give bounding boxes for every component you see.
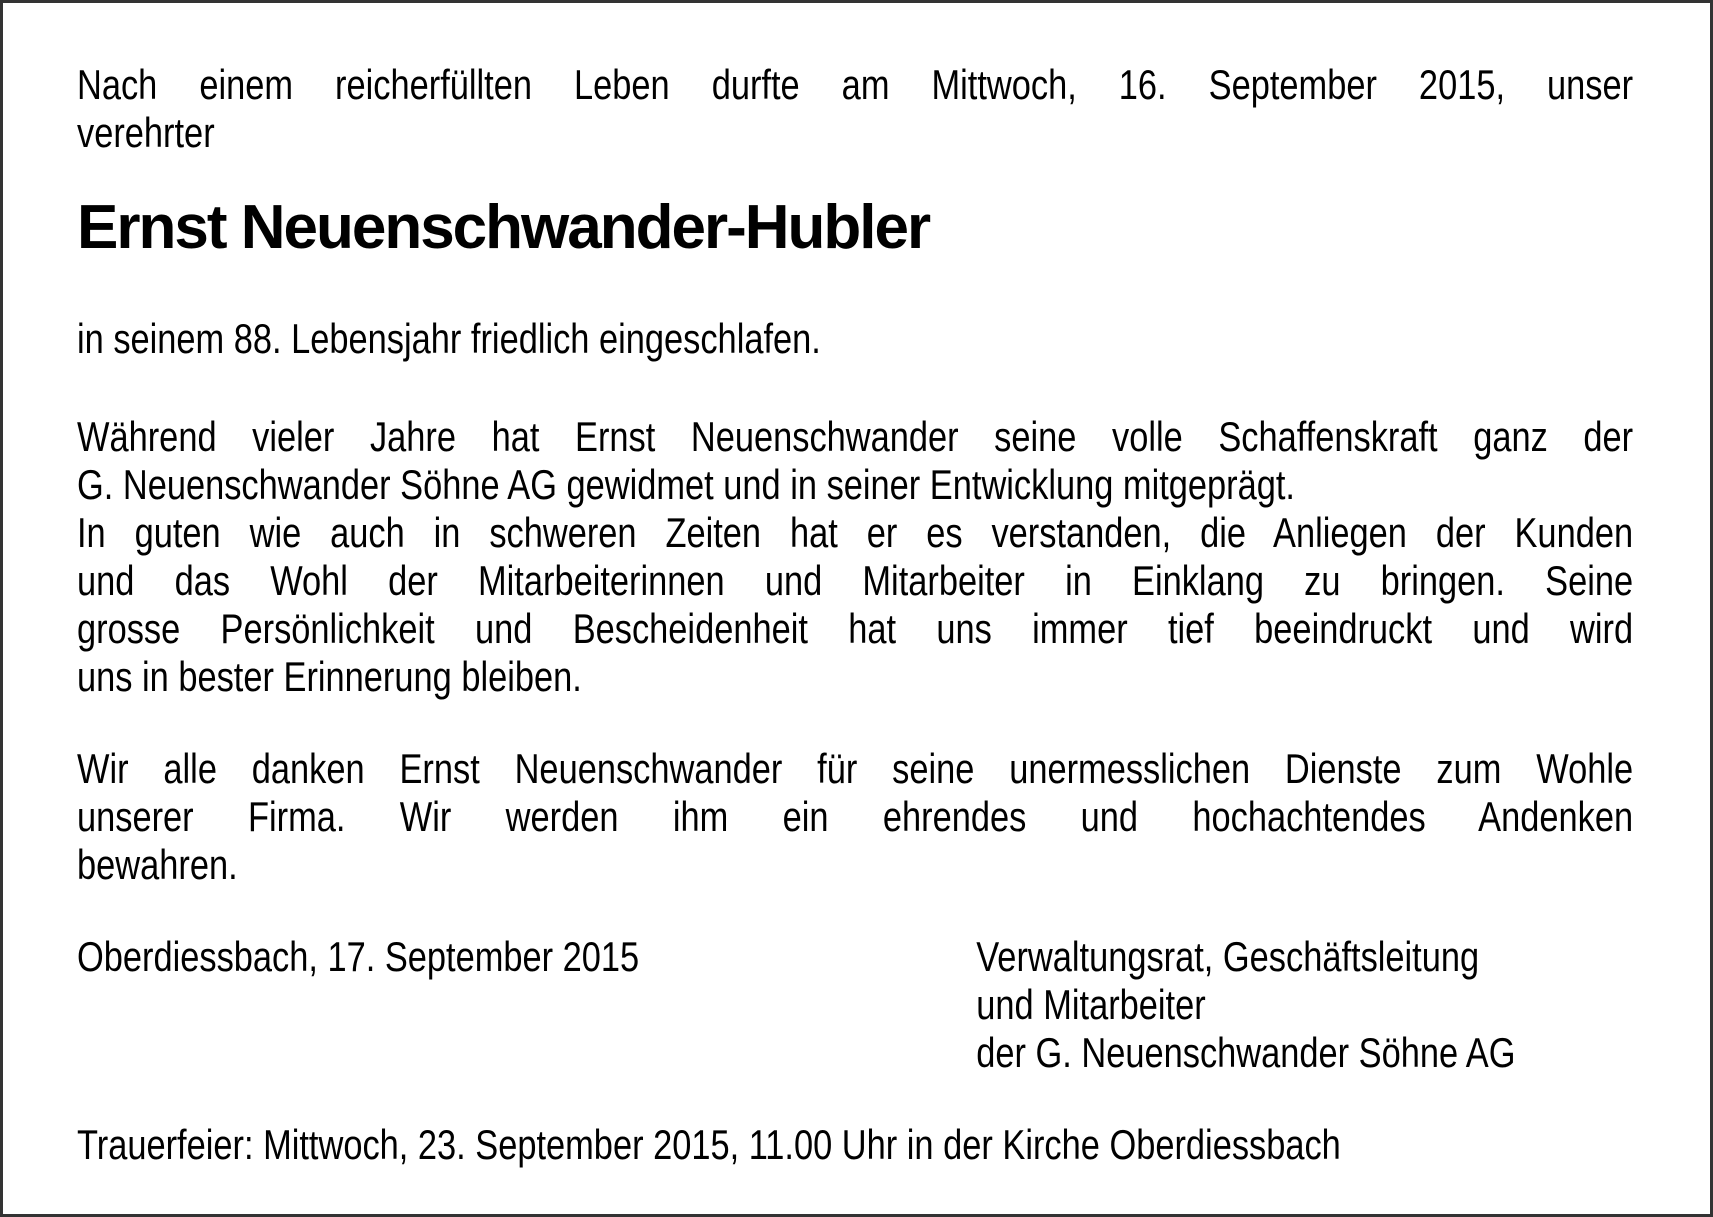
signature-line: und Mitarbeiter <box>976 981 1206 1028</box>
intro-line: verehrter <box>77 109 215 156</box>
tribute-line: G. Neuenschwander Söhne AG gewidmet und in seiner Entwicklung mitgeprägt. <box>77 461 1295 508</box>
tribute-line: uns in bester Erinnerung bleiben. <box>77 653 582 700</box>
signature-row <box>77 933 1633 1077</box>
thanks-line: bewahren. <box>77 841 238 888</box>
place-date-line: Oberdiessbach, 17. September 2015 <box>77 933 640 980</box>
intro-line: Nach einem reicherfüllten Leben durfte am Mittwoch, 16. September 2015, unser <box>77 61 1634 108</box>
tribute-paragraph <box>77 413 1633 701</box>
tribute-line: In guten wie auch in schweren Zeiten hat er es verstanden, die Anliegen der Kunden <box>77 509 1634 556</box>
funeral-notice-line: Trauerfeier: Mittwoch, 23. September 2015, 11.00 Uhr in der Kirche Oberdiessbach <box>77 1121 1341 1168</box>
death-statement-line: in seinem 88. Lebensjahr friedlich eingeschlafen. <box>77 315 821 362</box>
tribute-line: Während vieler Jahre hat Ernst Neuenschwander seine volle Schaffenskraft ganz der <box>77 413 1634 460</box>
intro-paragraph <box>77 61 1633 157</box>
death-statement-paragraph <box>77 315 1633 363</box>
signature-line: der G. Neuenschwander Söhne AG <box>976 1029 1516 1076</box>
deceased-name-heading: Ernst Neuenschwander-Hubler <box>77 193 930 262</box>
funeral-notice-paragraph <box>77 1121 1633 1169</box>
thanks-line: unserer Firma. Wir werden ihm ein ehrendes und hochachtendes Andenken <box>77 793 1634 840</box>
tribute-line: grosse Persönlichkeit und Bescheidenheit hat uns immer tief beeindruckt und wird <box>77 605 1634 652</box>
thanks-line: Wir alle danken Ernst Neuenschwander für seine unermesslichen Dienste zum Wohle <box>77 745 1634 792</box>
signature-block <box>976 933 1633 1077</box>
tribute-line: und das Wohl der Mitarbeiterinnen und Mitarbeiter in Einklang zu bringen. Seine <box>77 557 1634 604</box>
thanks-paragraph <box>77 745 1633 889</box>
signature-line: Verwaltungsrat, Geschäftsleitung <box>976 933 1480 980</box>
